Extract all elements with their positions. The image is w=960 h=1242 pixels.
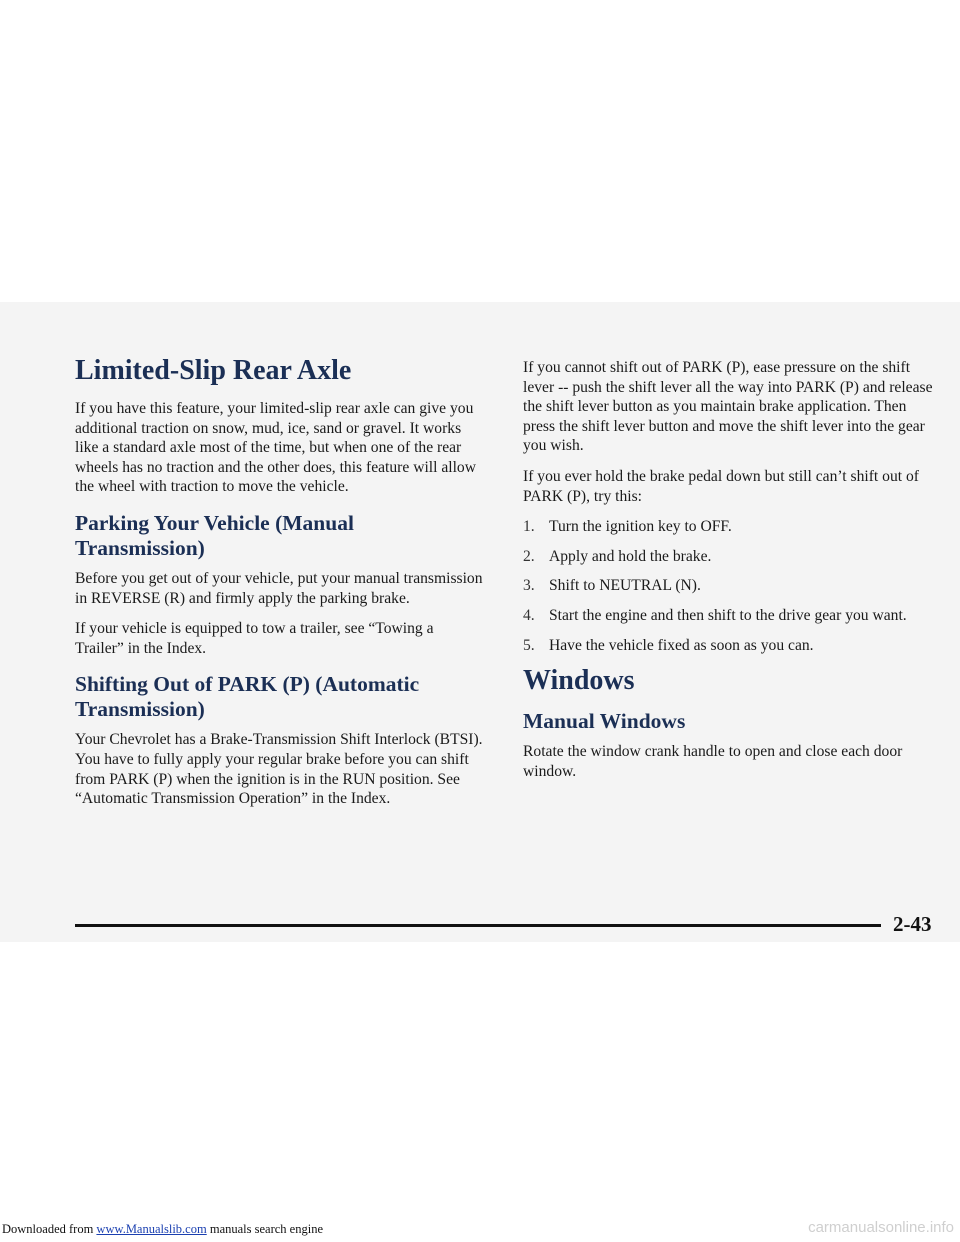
paragraph-cannot-shift: If you cannot shift out of PARK (P), ease pressure on the shift lever -- push the shift lever all the way into PARK (P) and release the shift lever button as you maintain brake application. Then press the shift lever button and move the shift lever into the gear you wish. (523, 359, 933, 455)
watermark-text: carmanualsonline.info (808, 1219, 954, 1236)
list-item: 1. Turn the ignition key to OFF. (523, 518, 732, 536)
page-number: 2-43 (893, 912, 932, 936)
paragraph-parking-manual-2: If your vehicle is equipped to tow a trailer, see “Towing a Trailer” in the Index. (75, 620, 434, 657)
list-item: 2. Apply and hold the brake. (523, 547, 712, 565)
paragraph-manual-windows: Rotate the window crank handle to open and close each door window. (523, 743, 903, 780)
steps-list (523, 517, 933, 655)
right-column (523, 358, 933, 792)
heading-limited-slip: Limited-Slip Rear Axle (75, 355, 352, 386)
list-item: 5. Have the vehicle fixed as soon as you can. (523, 636, 814, 654)
heading-windows: Windows (523, 665, 635, 697)
list-item: 4. Start the engine and then shift to the drive gear you want. (523, 606, 907, 624)
left-column (75, 355, 485, 820)
manualslib-link[interactable]: www.Manualslib.com (96, 1222, 207, 1236)
paragraph-limited-slip: If you have this feature, your limited-slip rear axle can give you additional traction on snow, mud, ice, sand or gravel. It works like a standard axle most of the time, but when one of the rear wheels has no traction and the other does, this feature will allow the wheel with traction to move the vehicle. (75, 400, 476, 496)
download-footer: Downloaded from www.Manualslib.com manuals search engine (2, 1222, 323, 1236)
heading-shifting-park: Shifting Out of PARK (P) (Automatic Transmission) (75, 672, 420, 722)
paragraph-shifting-park: Your Chevrolet has a Brake-Transmission Shift Interlock (BTSI). You have to fully apply your regular brake before you can shift from PARK (P) when the ignition is in the RUN position. See “Automatic Transmission Operation” in the Index. (75, 731, 483, 808)
paragraph-try-this: If you ever hold the brake pedal down but still can’t shift out of PARK (P), try this: (523, 467, 919, 505)
list-item: 3. Shift to NEUTRAL (N). (523, 577, 701, 595)
footer-rule (75, 924, 881, 927)
heading-manual-windows: Manual Windows (523, 709, 686, 734)
heading-parking-manual: Parking Your Vehicle (Manual Transmission) (75, 510, 354, 560)
paragraph-parking-manual-1: Before you get out of your vehicle, put your manual transmission in REVERSE (R) and firmly apply the parking brake. (75, 569, 483, 607)
